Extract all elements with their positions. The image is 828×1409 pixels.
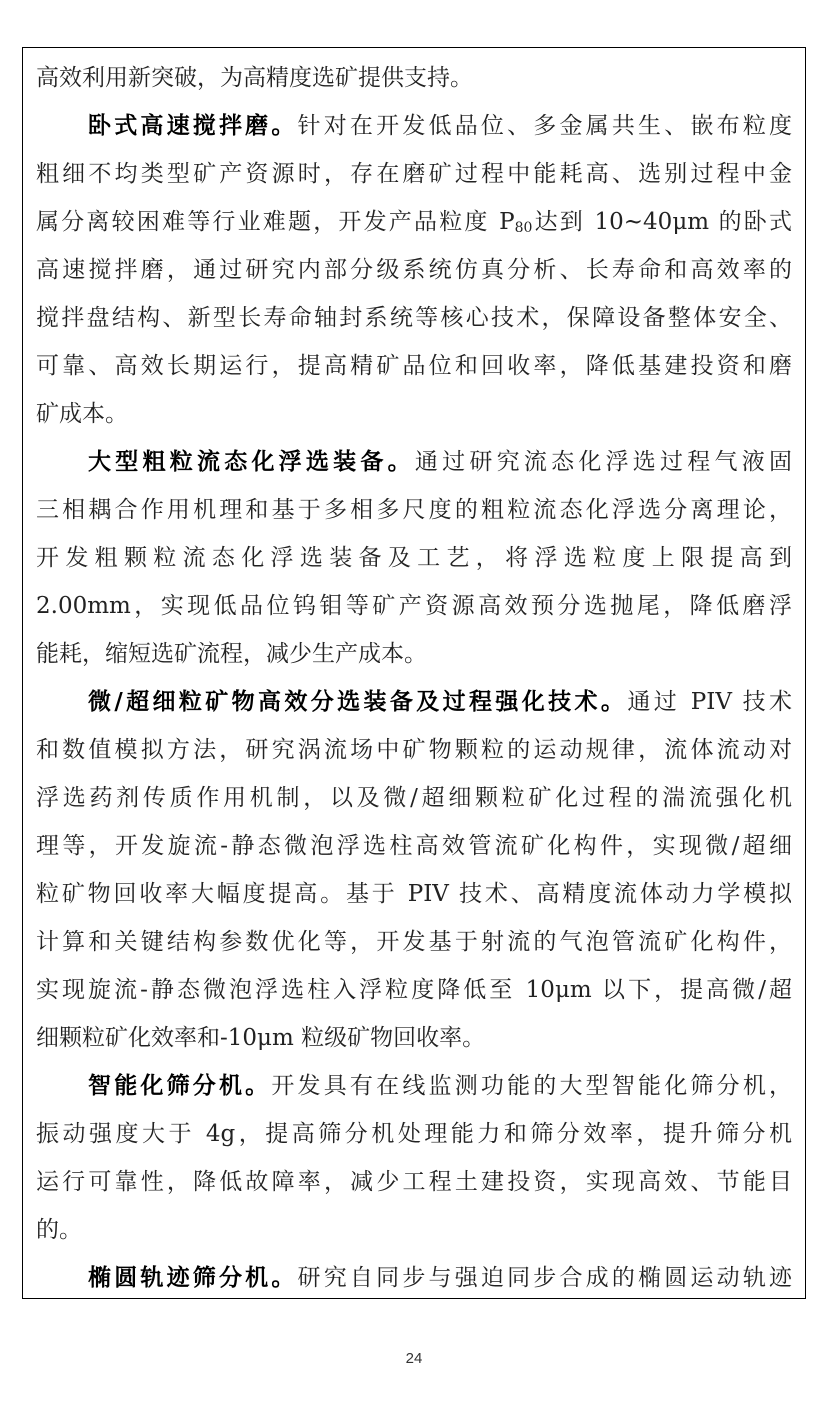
text-line	[36, 678, 792, 726]
text-line	[36, 246, 792, 294]
section-heading: 智能化筛分机。	[88, 1072, 272, 1099]
line-text: 矿成本。	[36, 401, 128, 427]
text-line	[36, 390, 792, 438]
section-heading: 卧式高速搅拌磨。	[88, 112, 298, 139]
text-line	[36, 630, 792, 678]
line-text: 搅拌盘结构、新型长寿命轴封系统等核心技术，保障设备整体安全、	[36, 305, 792, 331]
line-text: 理等，开发旋流-静态微泡浮选柱高效管流矿化构件，实现微/超细	[36, 833, 792, 859]
text-line	[36, 918, 792, 966]
subscript: 80	[514, 220, 533, 236]
line-text: 高效利用新突破，为高精度选矿提供支持。	[36, 65, 473, 91]
text-line	[36, 870, 792, 918]
text-line	[36, 102, 792, 150]
line-text: 可靠、高效长期运行，提高精矿品位和回收率，降低基建投资和磨	[36, 353, 792, 379]
line-text: 针对在开发低品位、多金属共生、嵌布粒度	[297, 113, 792, 139]
line-text: 开发粗颗粒流态化浮选装备及工艺，将浮选粒度上限提高到	[36, 545, 792, 571]
section-heading: 大型粗粒流态化浮选装备。	[88, 448, 415, 475]
text-line	[36, 486, 792, 534]
text-line	[36, 582, 792, 630]
line-text: 能耗，缩短选矿流程，减少生产成本。	[36, 641, 427, 667]
line-text: 研究自同步与强迫同步合成的椭圆运动轨迹	[297, 1265, 792, 1291]
text-line	[36, 342, 792, 390]
section-heading: 椭圆轨迹筛分机。	[88, 1264, 298, 1291]
text-line	[36, 774, 792, 822]
line-text: 浮选药剂传质作用机制，以及微/超细颗粒矿化过程的湍流强化机	[36, 785, 792, 811]
text-line	[36, 534, 792, 582]
text-line	[36, 54, 792, 102]
line-text: 和数值模拟方法，研究涡流场中矿物颗粒的运动规律，流体流动对	[36, 737, 792, 763]
text-frame	[22, 47, 806, 1299]
text-line	[36, 1014, 792, 1062]
page-number: 24	[405, 1350, 423, 1367]
text-line	[36, 198, 792, 246]
line-text: 通过 PIV 技术	[627, 689, 792, 715]
line-text: 的。	[36, 1217, 82, 1243]
line-text: 运行可靠性，降低故障率，减少工程土建投资，实现高效、节能目	[36, 1169, 792, 1195]
line-text: 粗细不均类型矿产资源时，存在磨矿过程中能耗高、选别过程中金	[36, 161, 792, 187]
line-text: 实现旋流-静态微泡浮选柱入浮粒度降低至 10μm 以下，提高微/超	[36, 977, 792, 1003]
text-line	[36, 438, 792, 486]
text-line	[36, 294, 792, 342]
text-line	[36, 150, 792, 198]
text-line	[36, 1158, 792, 1206]
text-line	[36, 1110, 792, 1158]
line-text: 开发具有在线监测功能的大型智能化筛分机，	[271, 1073, 792, 1099]
text-line	[36, 726, 792, 774]
text-line	[36, 1254, 792, 1299]
line-text: 细颗粒矿化效率和-10μm 粒级矿物回收率。	[36, 1025, 486, 1051]
text-line	[36, 822, 792, 870]
line-text: 属分离较困难等行业难题，开发产品粒度 P	[36, 209, 515, 235]
line-text: 粒矿物回收率大幅度提高。基于 PIV 技术、高精度流体动力学模拟	[36, 881, 792, 907]
text-line	[36, 1206, 792, 1254]
line-text: 计算和关键结构参数优化等，开发基于射流的气泡管流矿化构件，	[36, 929, 792, 955]
line-text: 振动强度大于 4g，提高筛分机处理能力和筛分效率，提升筛分机	[36, 1121, 792, 1147]
line-text: 2.00mm，实现低品位钨钼等矿产资源高效预分选抛尾，降低磨浮	[36, 593, 792, 619]
line-text: 高速搅拌磨，通过研究内部分级系统仿真分析、长寿命和高效率的	[36, 257, 792, 283]
text-line	[36, 966, 792, 1014]
text-line	[36, 1062, 792, 1110]
line-text-cont: 达到 10~40μm 的卧式	[532, 209, 792, 235]
line-text: 三相耦合作用机理和基于多相多尺度的粗粒流态化浮选分离理论，	[36, 497, 792, 523]
line-text: 通过研究流态化浮选过程气液固	[414, 449, 792, 475]
section-heading: 微/超细粒矿物高效分选装备及过程强化技术。	[88, 688, 628, 715]
